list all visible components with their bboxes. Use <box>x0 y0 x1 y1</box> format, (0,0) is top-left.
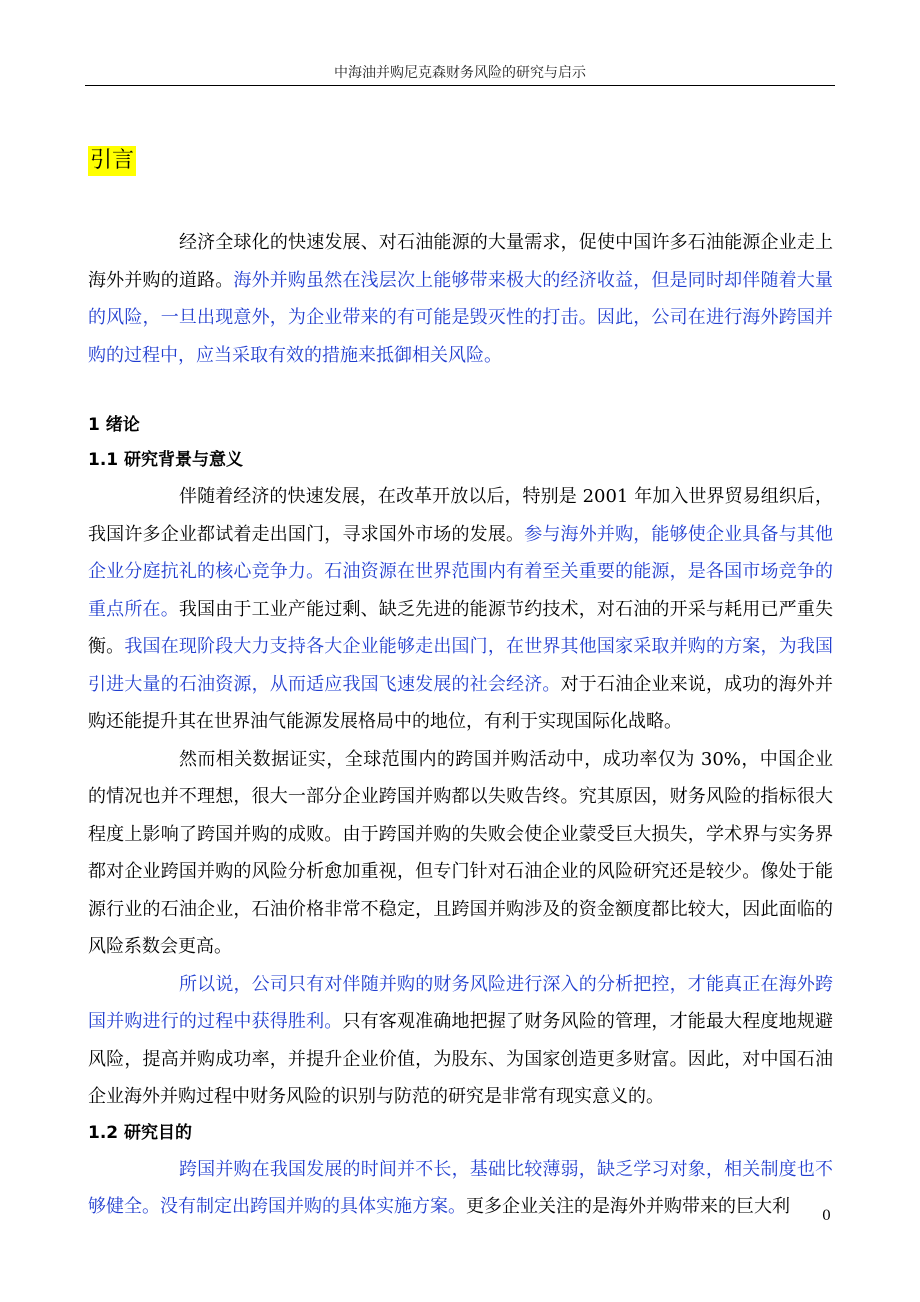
spacer <box>88 374 833 408</box>
paragraph-1-2-a <box>88 1151 833 1226</box>
text-black: 伴随着经济的快速发展，在改革开放以后，特别是 2001 年加入世界贸易组织后，我国许多企业都试着走出国门，寻求国外市场的发展。 <box>88 486 833 545</box>
text-blue: 我国在现阶段大力支持各大企业能够走出国门，在世界其他国家采取并购的方案，为我国引进大量的石油资源，从而适应我国飞速发展的社会经济。 <box>88 636 834 695</box>
section-heading-1-2: 1.2 研究目的 <box>88 1122 193 1143</box>
header-rule <box>85 85 835 86</box>
text-black: 我国由于工业产能过剩、缺乏先进的能源节约技术，对石油的开采与耗用已严重失衡。 <box>88 598 833 657</box>
text-blue: 跨国并购在我国发展的时间并不长，基础比较薄弱，缺乏学习对象，相关制度也不够健全。没有制定出跨国并购的具体实施方案。 <box>88 1158 833 1217</box>
text-blue: 所以说，公司只有对伴随并购的财务风险进行深入的分析把控，才能真正在海外跨国并购进行的过程中获得胜利。 <box>88 973 833 1032</box>
page-number: 0 <box>822 1208 831 1224</box>
document-body <box>88 224 833 1226</box>
section-heading-1-1: 1.1 研究背景与意义 <box>88 450 244 470</box>
text-black: 只有客观准确地把握了财务风险的管理，才能最大程度地规避风险，提高并购成功率，并提升企业价值，为股东、为国家创造更多财富。因此，对中国石油企业海外并购过程中财务风险的识别与防范的研究是非常有现实意义的。 <box>88 1011 834 1107</box>
paragraph-1-1-a <box>88 478 833 741</box>
intro-text-black: 经济全球化的快速发展、对石油能源的大量需求，促使中国许多石油能源企业走上海外并购的道路。 <box>88 232 833 291</box>
text-blue: 参与海外并购，能够使企业具备与其他企业分庭抗礼的核心竞争力。石油资源在世界范围内有着至关重要的能源，是各国市场竞争的重点所在。 <box>88 523 834 620</box>
page-title: 引言 <box>88 146 136 176</box>
paragraph-1-1-b: 然而相关数据证实，全球范围内的跨国并购活动中，成功率仅为 30%，中国企业的情况也并不理想，很大一部分企业跨国并购都以失败告终。究其原因，财务风险的指标很大程度上影响了跨国并购的成败。由于跨国并购的失败会使企业蒙受巨大损失，学术界与实务界都对企业跨国并购的风险分析愈加重视，但专门针对石油企业的风险研究还是较少。像处于能源行业的石油企业，石油价格非常不稳定，且跨国并购涉及的资金额度都比较大，因此面临的风险系数会更高。 <box>88 748 833 957</box>
running-header: 中海油并购尼克森财务风险的研究与启示 <box>334 65 586 81</box>
text-black: 对于石油企业来说，成功的海外并购还能提升其在世界油气能源发展格局中的地位，有利于实现国际化战略。 <box>88 673 834 732</box>
intro-paragraph <box>88 224 833 374</box>
text-black: 更多企业关注的是海外并购带来的巨大利 <box>466 1196 790 1217</box>
paragraph-1-1-c <box>88 966 833 1116</box>
intro-text-blue: 海外并购虽然在浅层次上能够带来极大的经济收益，但是同时却伴随着大量的风险，一旦出现意外，为企业带来的有可能是毁灭性的打击。因此，公司在进行海外跨国并购的过程中，应当采取有效的措施来抵御相关风险。 <box>88 269 834 366</box>
section-heading-1: 1 绪论 <box>88 415 140 435</box>
